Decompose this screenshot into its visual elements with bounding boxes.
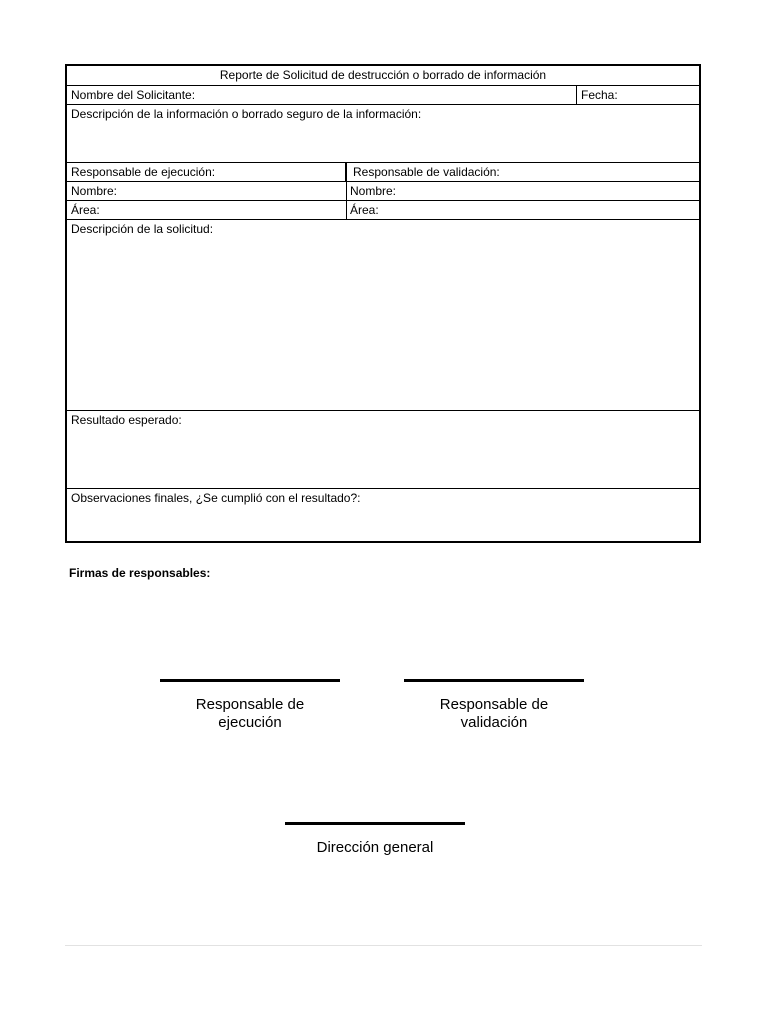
resp-ejecucion-label: Responsable de ejecución: bbox=[67, 163, 347, 181]
resultado-field[interactable]: Resultado esperado: bbox=[71, 413, 182, 427]
area-validacion-field[interactable]: Área: bbox=[350, 203, 379, 217]
area-ejecucion-field[interactable]: Área: bbox=[67, 201, 347, 219]
descripcion-info-row bbox=[67, 105, 699, 163]
resp-validacion-label: Responsable de validación: bbox=[353, 165, 500, 179]
signature-line bbox=[160, 679, 340, 682]
signature-ejecucion bbox=[160, 679, 340, 732]
form-title: Reporte de Solicitud de destrucción o borrado de información bbox=[219, 68, 547, 82]
responsables-header-row bbox=[67, 163, 699, 182]
solicitante-field[interactable]: Nombre del Solicitante: bbox=[67, 86, 577, 104]
nombre-ejecucion-field[interactable]: Nombre: bbox=[67, 182, 347, 200]
nombre-row bbox=[67, 182, 699, 201]
signature-direccion bbox=[285, 822, 465, 857]
descripcion-info-field[interactable]: Descripción de la información o borrado seguro de la información: bbox=[71, 107, 422, 121]
nombre-validacion-field[interactable]: Nombre: bbox=[350, 184, 397, 198]
signature-ejecucion-label: Responsable de ejecución bbox=[195, 696, 305, 731]
request-form-table bbox=[65, 64, 701, 543]
signature-direccion-label: Dirección general bbox=[316, 839, 434, 856]
resultado-row bbox=[67, 411, 699, 489]
signature-validacion bbox=[404, 679, 584, 732]
signature-line bbox=[404, 679, 584, 682]
descripcion-solicitud-field[interactable]: Descripción de la solicitud: bbox=[71, 222, 214, 236]
solicitante-row bbox=[67, 86, 699, 105]
form-title-row bbox=[67, 66, 699, 86]
signature-validacion-label: Responsable de validación bbox=[439, 696, 549, 731]
descripcion-solicitud-row bbox=[67, 220, 699, 411]
observaciones-row bbox=[67, 489, 699, 541]
area-row bbox=[67, 201, 699, 220]
observaciones-field[interactable]: Observaciones finales, ¿Se cumplió con el resultado?: bbox=[71, 491, 361, 505]
fecha-field[interactable]: Fecha: bbox=[581, 88, 618, 102]
footer-divider bbox=[65, 945, 702, 946]
signature-line bbox=[285, 822, 465, 825]
signatures-title: Firmas de responsables: bbox=[69, 566, 211, 580]
